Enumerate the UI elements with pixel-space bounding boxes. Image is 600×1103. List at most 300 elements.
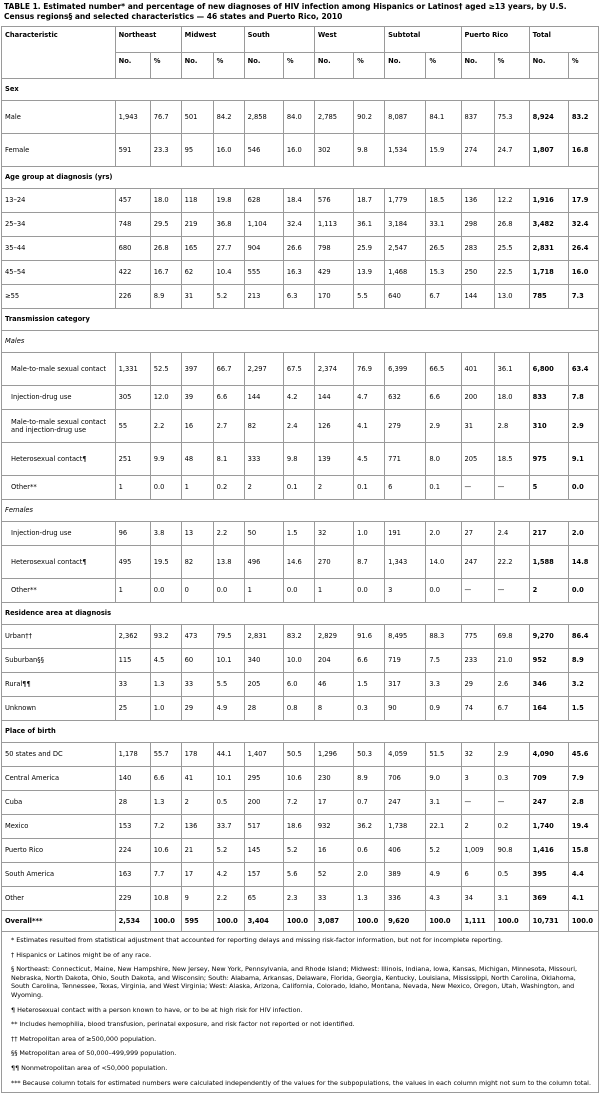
cell-percent: 66.7 (213, 353, 244, 386)
cell-number: 1,331 (115, 353, 150, 386)
section-header-row (2, 721, 599, 743)
subsection-header-row (2, 331, 599, 353)
subsection-header-row (2, 500, 599, 522)
cell-number: 230 (314, 767, 353, 791)
cell-number: 495 (115, 546, 150, 579)
cell-number: 4,090 (529, 743, 568, 767)
cell-percent: 76.7 (150, 101, 181, 134)
row-label: Urban†† (2, 625, 116, 649)
cell-number: 1,534 (385, 134, 426, 167)
section-header-row (2, 603, 599, 625)
row-label: 45–54 (2, 261, 116, 285)
cell-number: 270 (314, 546, 353, 579)
cell-percent: 14.6 (283, 546, 314, 579)
header-pct: % (283, 53, 314, 79)
cell-number: 9,620 (385, 911, 426, 932)
cell-percent: 0.0 (150, 476, 181, 500)
cell-percent: 45.6 (568, 743, 598, 767)
cell-percent: 1.5 (354, 673, 385, 697)
cell-percent: 18.5 (494, 443, 529, 476)
table-row (2, 743, 599, 767)
cell-percent: 16.0 (213, 134, 244, 167)
cell-number: 28 (115, 791, 150, 815)
cell-percent: 2.8 (494, 410, 529, 443)
cell-percent: 16.7 (150, 261, 181, 285)
footnote-row (2, 1076, 599, 1093)
cell-percent: 79.5 (213, 625, 244, 649)
cell-number: 60 (181, 649, 213, 673)
cell-number: 200 (461, 386, 494, 410)
cell-number: 126 (314, 410, 353, 443)
cell-number: 21 (181, 839, 213, 863)
table-row (2, 213, 599, 237)
cell-percent: 26.5 (426, 237, 461, 261)
table-row (2, 673, 599, 697)
cell-number: 219 (181, 213, 213, 237)
cell-number: 904 (244, 237, 283, 261)
cell-percent: 66.5 (426, 353, 461, 386)
cell-number: 4,059 (385, 743, 426, 767)
cell-percent: 4.2 (213, 863, 244, 887)
footnote: * Estimates resulted from statistical adjustment that accounted for reporting delays and missing risk-factor information, but not for incomplete reporting. (11, 936, 503, 944)
cell-number: 340 (244, 649, 283, 673)
row-label: Puerto Rico (2, 839, 116, 863)
cell-percent: 16.0 (283, 134, 314, 167)
cell-percent: 14.8 (568, 546, 598, 579)
cell-percent: 18.0 (150, 189, 181, 213)
header-no: No. (181, 53, 213, 79)
section-title: Sex (2, 79, 599, 101)
cell-number: 1,468 (385, 261, 426, 285)
subsection-title: Females (2, 500, 599, 522)
cell-percent: 100.0 (213, 911, 244, 932)
cell-number: 2,858 (244, 101, 283, 134)
cell-number: 10,731 (529, 911, 568, 932)
row-label: Cuba (2, 791, 116, 815)
cell-percent: 100.0 (150, 911, 181, 932)
header-no: No. (115, 53, 150, 79)
cell-percent: 2.9 (568, 410, 598, 443)
section-header-row (2, 309, 599, 331)
footnote: § Northeast: Connecticut, Maine, New Hampshire, New Jersey, New York, Pennsylvania, and Rhode Island; Midwest: Illinois, Indiana, Iowa, Kansas, Michigan, Minnesota, Missouri, Nebraska, North Dakota, Ohio, South Dakota, and Wisconsin; South: Alabama, Arkansas, Delaware, Florida, Georgia, Kentucky, Louisiana, Mississippi, North Carolina, Oklahoma, South Carolina, Tennessee, Texas, Virginia, and West Virginia; West: Alaska, Arizona, California, Colorado, Idaho, Montana, Nevada, New Mexico, Oregon, Utah, Washington, and Wyoming. (11, 965, 578, 999)
cell-number: 3,184 (385, 213, 426, 237)
cell-percent: 10.1 (213, 767, 244, 791)
cell-percent: 100.0 (494, 911, 529, 932)
cell-percent: 18.0 (494, 386, 529, 410)
row-label: Central America (2, 767, 116, 791)
row-label: Other (2, 887, 116, 911)
section-title: Place of birth (2, 721, 599, 743)
cell-percent: 83.2 (568, 101, 598, 134)
cell-percent: 25.9 (354, 237, 385, 261)
cell-percent: 1.3 (354, 887, 385, 911)
cell-percent: 100.0 (283, 911, 314, 932)
cell-percent: — (494, 791, 529, 815)
cell-number: 52 (314, 863, 353, 887)
cell-number: 204 (314, 649, 353, 673)
cell-percent: 7.5 (426, 649, 461, 673)
section-title: Residence area at diagnosis (2, 603, 599, 625)
cell-number: 1,104 (244, 213, 283, 237)
header-pct: % (150, 53, 181, 79)
cell-number: 496 (244, 546, 283, 579)
cell-percent: 0.7 (354, 791, 385, 815)
header-pct: % (494, 53, 529, 79)
cell-number: 709 (529, 767, 568, 791)
row-label: Female (2, 134, 116, 167)
section-title: Age group at diagnosis (yrs) (2, 167, 599, 189)
footnote-row (2, 1061, 599, 1076)
cell-percent: 4.5 (354, 443, 385, 476)
cell-percent: 1.3 (150, 673, 181, 697)
cell-percent: 4.1 (354, 410, 385, 443)
row-label: Other** (2, 476, 116, 500)
cell-percent: 100.0 (354, 911, 385, 932)
cell-percent: 2.0 (426, 522, 461, 546)
overall-row (2, 911, 599, 932)
cell-percent: 63.4 (568, 353, 598, 386)
cell-percent: 18.7 (354, 189, 385, 213)
cell-number: — (461, 791, 494, 815)
cell-percent: 75.3 (494, 101, 529, 134)
cell-percent: 44.1 (213, 743, 244, 767)
cell-number: 310 (529, 410, 568, 443)
header-characteristic: Characteristic (2, 27, 116, 79)
cell-percent: 22.5 (494, 261, 529, 285)
cell-percent: 9.0 (426, 767, 461, 791)
table-row (2, 189, 599, 213)
cell-percent: 2.2 (150, 410, 181, 443)
row-label: Mexico (2, 815, 116, 839)
cell-percent: 15.9 (426, 134, 461, 167)
cell-number: 283 (461, 237, 494, 261)
cell-percent: — (494, 579, 529, 603)
cell-percent: 88.3 (426, 625, 461, 649)
cell-percent: 19.8 (213, 189, 244, 213)
cell-number: 2,831 (244, 625, 283, 649)
footnote-row (2, 1003, 599, 1018)
cell-percent: 3.2 (568, 673, 598, 697)
cell-percent: 4.3 (426, 887, 461, 911)
cell-number: 2,547 (385, 237, 426, 261)
cell-number: 251 (115, 443, 150, 476)
cell-percent: 25.5 (494, 237, 529, 261)
table-row (2, 134, 599, 167)
footnote-row (2, 932, 599, 948)
cell-number: 145 (244, 839, 283, 863)
cell-number: — (461, 579, 494, 603)
cell-percent: 4.9 (426, 863, 461, 887)
table-row (2, 863, 599, 887)
table-row (2, 261, 599, 285)
cell-number: 2 (244, 476, 283, 500)
cell-number: 2,829 (314, 625, 353, 649)
cell-percent: 5.2 (426, 839, 461, 863)
cell-percent: 0.3 (494, 767, 529, 791)
cell-percent: 0.1 (426, 476, 461, 500)
header-no: No. (461, 53, 494, 79)
cell-number: 118 (181, 189, 213, 213)
section-title: Transmission category (2, 309, 599, 331)
cell-percent: 2.8 (568, 791, 598, 815)
cell-number: 31 (461, 410, 494, 443)
cell-number: 13 (181, 522, 213, 546)
cell-number: 96 (115, 522, 150, 546)
section-header-row (2, 79, 599, 101)
cell-number: 1,343 (385, 546, 426, 579)
cell-number: 546 (244, 134, 283, 167)
cell-percent: 14.0 (426, 546, 461, 579)
cell-percent: 50.3 (354, 743, 385, 767)
header-pct: % (354, 53, 385, 79)
cell-number: 144 (244, 386, 283, 410)
cell-number: 82 (181, 546, 213, 579)
cell-percent: 0.0 (213, 579, 244, 603)
footnote: ¶¶ Nonmetropolitan area of <50,000 population. (11, 1063, 168, 1072)
cell-number: 144 (461, 285, 494, 309)
cell-percent: 50.5 (283, 743, 314, 767)
cell-number: 229 (115, 887, 150, 911)
cell-number: 8 (314, 697, 353, 721)
cell-number: — (461, 476, 494, 500)
cell-number: 16 (314, 839, 353, 863)
row-label: 13–24 (2, 189, 116, 213)
cell-number: 274 (461, 134, 494, 167)
cell-number: 17 (314, 791, 353, 815)
cell-number: 32 (314, 522, 353, 546)
cell-number: 39 (181, 386, 213, 410)
cell-percent: 69.8 (494, 625, 529, 649)
table-row (2, 649, 599, 673)
cell-percent: 29.5 (150, 213, 181, 237)
table-row (2, 386, 599, 410)
row-label: Male-to-male sexual contact and injection-drug use (2, 410, 116, 443)
cell-percent: 27.7 (213, 237, 244, 261)
cell-number: 0 (181, 579, 213, 603)
cell-percent: 84.1 (426, 101, 461, 134)
cell-number: 576 (314, 189, 353, 213)
cell-percent: 15.8 (568, 839, 598, 863)
footnote: †† Metropolitan area of ≥500,000 population. (11, 1034, 157, 1043)
cell-percent: 0.0 (354, 579, 385, 603)
cell-number: 17 (181, 863, 213, 887)
cell-percent: 10.0 (283, 649, 314, 673)
cell-number: 1,113 (314, 213, 353, 237)
cell-number: 2,534 (115, 911, 150, 932)
cell-percent: 7.8 (568, 386, 598, 410)
cell-percent: 10.6 (283, 767, 314, 791)
cell-percent: 26.6 (283, 237, 314, 261)
row-label: 25–34 (2, 213, 116, 237)
row-label: Heterosexual contact¶ (2, 443, 116, 476)
cell-percent: 36.1 (494, 353, 529, 386)
cell-percent: 22.1 (426, 815, 461, 839)
cell-percent: 0.5 (213, 791, 244, 815)
cell-percent: 0.8 (283, 697, 314, 721)
cell-number: 136 (181, 815, 213, 839)
footnote: † Hispanics or Latinos might be of any race. (11, 950, 152, 959)
cell-percent: 4.7 (354, 386, 385, 410)
cell-number: 33 (181, 673, 213, 697)
cell-percent: 2.2 (213, 887, 244, 911)
cell-number: 8,087 (385, 101, 426, 134)
table-row (2, 101, 599, 134)
cell-percent: 33.1 (426, 213, 461, 237)
cell-number: 395 (529, 863, 568, 887)
cell-number: 1,407 (244, 743, 283, 767)
cell-number: 29 (461, 673, 494, 697)
cell-percent: 13.9 (354, 261, 385, 285)
cell-percent: 4.2 (283, 386, 314, 410)
cell-number: 1 (115, 579, 150, 603)
table-row (2, 839, 599, 863)
cell-number: 8,495 (385, 625, 426, 649)
cell-number: 1,416 (529, 839, 568, 863)
header-region: Puerto Rico (461, 27, 529, 53)
cell-number: 771 (385, 443, 426, 476)
cell-number: 6,800 (529, 353, 568, 386)
cell-percent: 19.5 (150, 546, 181, 579)
cell-number: 640 (385, 285, 426, 309)
cell-percent: 0.9 (426, 697, 461, 721)
cell-percent: 1.0 (150, 697, 181, 721)
cell-percent: 0.2 (213, 476, 244, 500)
cell-percent: 4.4 (568, 863, 598, 887)
footnote: §§ Metropolitan area of 50,000–499,999 population. (11, 1049, 177, 1058)
cell-number: 457 (115, 189, 150, 213)
footnote-row (2, 948, 599, 963)
cell-percent: 0.6 (354, 839, 385, 863)
cell-number: 333 (244, 443, 283, 476)
cell-percent: 2.9 (494, 743, 529, 767)
header-region: West (314, 27, 384, 53)
cell-number: 406 (385, 839, 426, 863)
cell-number: 48 (181, 443, 213, 476)
cell-percent: 9.9 (150, 443, 181, 476)
cell-percent: 24.7 (494, 134, 529, 167)
cell-number: 1 (115, 476, 150, 500)
cell-percent: 7.9 (568, 767, 598, 791)
table-title: TABLE 1. Estimated number* and percentage of new diagnoses of HIV infection among Hispanics or Latinos† aged ≥13 years, by U.S. Census regions§ and selected characteristics — 46 states and Puerto Rico, 2010 (4, 2, 567, 21)
header-no: No. (529, 53, 568, 79)
cell-number: 279 (385, 410, 426, 443)
row-label: Unknown (2, 697, 116, 721)
footnote-row (2, 962, 599, 1002)
footnote-row (2, 1017, 599, 1032)
cell-percent: 2.0 (354, 863, 385, 887)
cell-number: 90 (385, 697, 426, 721)
cell-number: 555 (244, 261, 283, 285)
cell-percent: 76.9 (354, 353, 385, 386)
cell-percent: 0.5 (494, 863, 529, 887)
cell-number: 2 (529, 579, 568, 603)
cell-number: 178 (181, 743, 213, 767)
cell-percent: 10.4 (213, 261, 244, 285)
cell-percent: 2.9 (426, 410, 461, 443)
table-row (2, 815, 599, 839)
cell-percent: 12.0 (150, 386, 181, 410)
cell-percent: 10.1 (213, 649, 244, 673)
cell-percent: 90.2 (354, 101, 385, 134)
row-label: Overall*** (2, 911, 116, 932)
row-label: Suburban§§ (2, 649, 116, 673)
row-label: 35–44 (2, 237, 116, 261)
cell-percent: 8.1 (213, 443, 244, 476)
cell-number: 9 (181, 887, 213, 911)
cell-number: 33 (115, 673, 150, 697)
cell-number: 191 (385, 522, 426, 546)
table-row (2, 237, 599, 261)
cell-percent: 4.9 (213, 697, 244, 721)
cell-percent: 67.5 (283, 353, 314, 386)
cell-number: 55 (115, 410, 150, 443)
cell-percent: 0.2 (494, 815, 529, 839)
section-header-row (2, 167, 599, 189)
cell-number: 295 (244, 767, 283, 791)
cell-percent: 0.0 (150, 579, 181, 603)
cell-number: 65 (244, 887, 283, 911)
cell-number: 429 (314, 261, 353, 285)
cell-percent: 1.5 (568, 697, 598, 721)
cell-percent: 7.3 (568, 285, 598, 309)
cell-number: 346 (529, 673, 568, 697)
cell-percent: 16.8 (568, 134, 598, 167)
cell-percent: 90.8 (494, 839, 529, 863)
cell-number: 247 (461, 546, 494, 579)
table-row (2, 767, 599, 791)
cell-number: 517 (244, 815, 283, 839)
footnote: ** Includes hemophilia, blood transfusion, perinatal exposure, and risk factor not reported or not identified. (11, 1020, 355, 1029)
table-row (2, 443, 599, 476)
row-label: ≥55 (2, 285, 116, 309)
cell-number: 250 (461, 261, 494, 285)
cell-percent: 1.5 (283, 522, 314, 546)
cell-percent: 7.2 (150, 815, 181, 839)
cell-number: 213 (244, 285, 283, 309)
cell-percent: 18.6 (283, 815, 314, 839)
cell-number: 719 (385, 649, 426, 673)
cell-number: 205 (244, 673, 283, 697)
cell-number: 29 (181, 697, 213, 721)
cell-number: 217 (529, 522, 568, 546)
cell-number: 6 (385, 476, 426, 500)
cell-percent: 26.8 (494, 213, 529, 237)
cell-percent: 100.0 (568, 911, 598, 932)
table-row (2, 546, 599, 579)
header-region: Midwest (181, 27, 244, 53)
cell-percent: 21.0 (494, 649, 529, 673)
header-row-regions (2, 27, 599, 53)
cell-percent: 3.1 (494, 887, 529, 911)
row-label: Heterosexual contact¶ (2, 546, 116, 579)
cell-number: 5 (529, 476, 568, 500)
cell-percent: 3.3 (426, 673, 461, 697)
cell-number: 82 (244, 410, 283, 443)
row-label: 50 states and DC (2, 743, 116, 767)
cell-percent: 1.3 (150, 791, 181, 815)
cell-percent: 8.9 (568, 649, 598, 673)
cell-percent: 5.5 (354, 285, 385, 309)
cell-percent: 2.6 (494, 673, 529, 697)
footnote: *** Because column totals for estimated numbers were calculated independently of the values for the subpopulations, the values in each column might not sum to the column total. (11, 1078, 591, 1087)
cell-percent: 8.9 (354, 767, 385, 791)
cell-percent: 9.8 (354, 134, 385, 167)
cell-percent: 5.2 (213, 285, 244, 309)
cell-percent: 12.2 (494, 189, 529, 213)
cell-number: 680 (115, 237, 150, 261)
cell-number: 317 (385, 673, 426, 697)
cell-percent: 6.3 (283, 285, 314, 309)
